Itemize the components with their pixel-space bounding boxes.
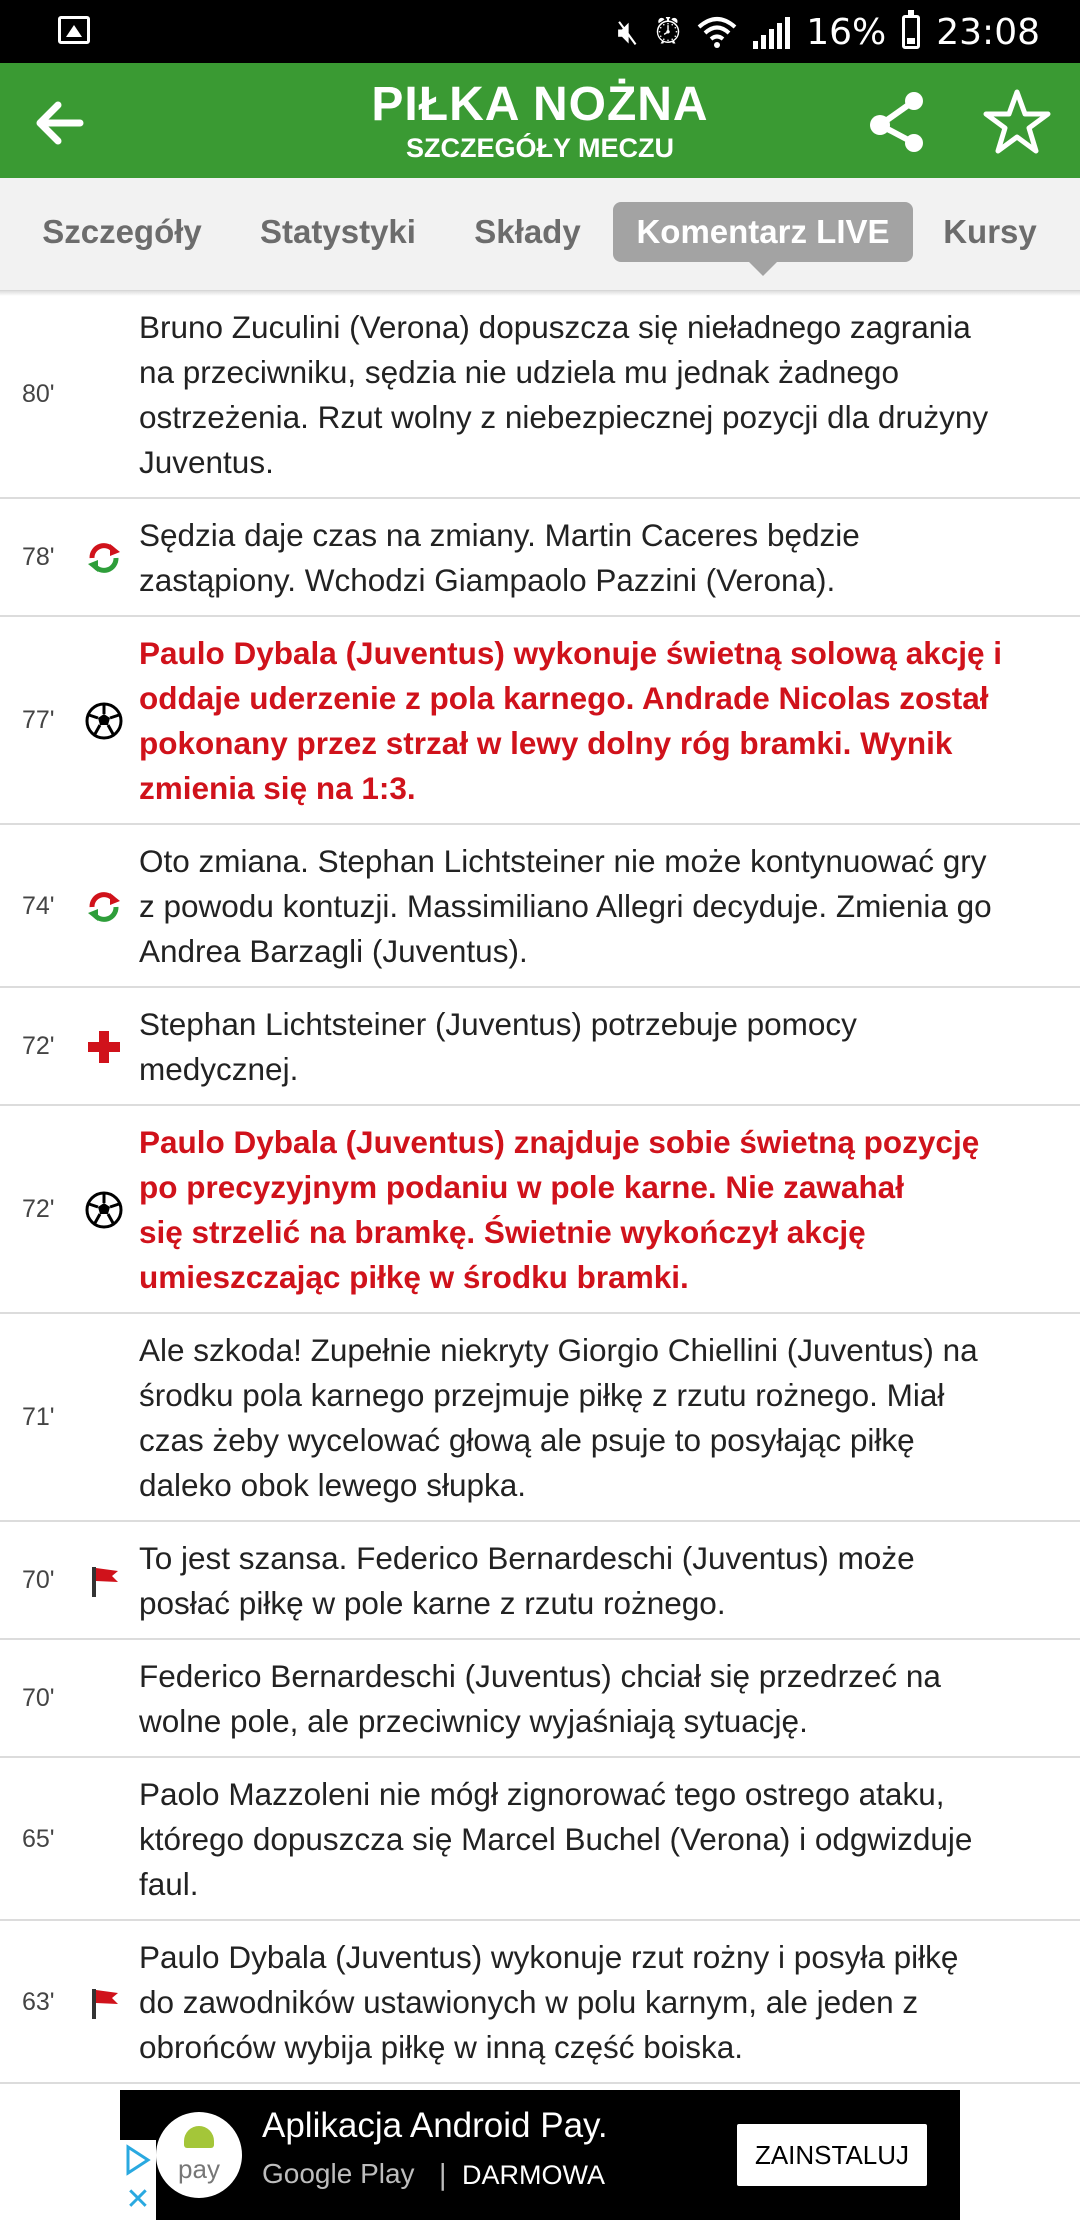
goal-ball-icon (84, 701, 124, 741)
commentary-line: wolne pole, ale przeciwnicy wyjaśniają sytuację. (139, 1703, 808, 1739)
ad-banner[interactable]: pay Aplikacja Android Pay. Google Play | DARMOWA ZAINSTALUJ (120, 2090, 960, 2220)
tab-bar (0, 178, 1080, 291)
minute-label: 65' (22, 1824, 55, 1853)
ad-headline: Aplikacja Android Pay. (262, 2106, 608, 2145)
commentary-line: Andrea Barzagli (Juventus). (139, 933, 528, 969)
commentary-row (0, 825, 1080, 988)
commentary-line: Juventus. (139, 444, 274, 480)
corner-flag-icon (84, 1983, 124, 2023)
minute-label: 80' (22, 380, 55, 408)
commentary-line: na przeciwniku, sędzia nie udziela mu jednak żadnego (139, 354, 899, 390)
tab-lineups[interactable]: Składy (474, 213, 581, 250)
commentary-line: obrońców wybija piłkę w inną część boiska. (139, 2029, 744, 2065)
commentary-row (0, 1758, 1080, 1921)
commentary-row (0, 988, 1080, 1106)
ad-install-button[interactable]: ZAINSTALUJ (737, 2124, 927, 2186)
clock: 23:08 (936, 11, 1040, 53)
signal-icon (753, 15, 790, 49)
adchoices-icon[interactable] (124, 2144, 152, 2176)
commentary-line: Paulo Dybala (Juventus) wykonuje świetną solową akcję i (139, 635, 1003, 671)
status-bar (0, 0, 1080, 63)
commentary-text (139, 1120, 1064, 1300)
commentary-row (0, 499, 1080, 617)
page-title: PIŁKA NOŻNA (371, 78, 709, 131)
commentary-line: Paulo Dybala (Juventus) znajduje sobie świetną pozycję (139, 1124, 980, 1160)
commentary-line: To jest szansa. Federico Bernardeschi (Juventus) może (139, 1540, 915, 1576)
commentary-text (139, 631, 1064, 811)
commentary-line: Ale szkoda! Zupełnie niekryty Giorgio Chiellini (Juventus) na (139, 1332, 978, 1368)
ad-close-icon[interactable]: ✕ (125, 2182, 151, 2217)
commentary-line: zmienia się na 1:3. (139, 770, 416, 806)
commentary-row (0, 1106, 1080, 1314)
ad-price: DARMOWA (462, 2160, 605, 2190)
commentary-line: ostrzeżenia. Rzut wolny z niebezpiecznej pozycji dla drużyny (139, 399, 989, 435)
tab-details[interactable]: Szczegóły (42, 213, 202, 250)
tab-statistics[interactable]: Statystyki (260, 213, 416, 250)
minute-label: 78' (22, 543, 55, 571)
commentary-line: którego dopuszcza się Marcel Buchel (Verona) i odgwizduje (139, 1821, 973, 1857)
commentary-line: Sędzia daje czas na zmiany. Martin Caceres będzie (139, 517, 860, 553)
image-notification-icon (58, 16, 90, 44)
wifi-icon (697, 15, 737, 49)
minute-label: 72' (22, 1032, 55, 1060)
commentary-text (139, 305, 1064, 485)
corner-flag-icon (84, 1561, 124, 1601)
commentary-line: daleko obok lewego słupka. (139, 1467, 527, 1503)
minute-label: 77' (22, 706, 55, 734)
commentary-text (139, 839, 1064, 974)
commentary-line: Stephan Lichtsteiner (Juventus) potrzebuje pomocy (139, 1006, 857, 1042)
commentary-line: Oto zmiana. Stephan Lichtsteiner nie może kontynuować gry (139, 843, 987, 879)
commentary-text (139, 1772, 1064, 1907)
commentary-line: się strzelić na bramkę. Świetnie wykończył akcję (139, 1214, 866, 1250)
minute-label: 74' (22, 891, 55, 920)
commentary-line: posłać piłkę w pole karne z rzutu rożnego. (139, 1585, 726, 1621)
substitution-icon (84, 887, 124, 927)
commentary-line: z powodu kontuzji. Massimiliano Allegri decyduje. Zmienia go (139, 888, 992, 924)
commentary-line: oddaje uderzenie z pola karnego. Andrade Nicolas został (139, 680, 989, 716)
ad-store: Google Play (262, 2158, 415, 2189)
minute-label: 63' (22, 1987, 55, 2016)
minute-label: 71' (22, 1403, 55, 1431)
commentary-line: Federico Bernardeschi (Juventus) chciał się przedrzeć na (139, 1658, 941, 1694)
commentary-line: faul. (139, 1866, 199, 1902)
commentary-line: Paolo Mazzoleni nie mógł zignorować tego ostrego ataku, (139, 1776, 945, 1812)
ad-logo-text: pay (178, 2154, 220, 2184)
commentary-line: Paulo Dybala (Juventus) wykonuje rzut rożny i posyła piłkę (139, 1939, 959, 1975)
commentary-row (0, 291, 1080, 499)
commentary-row (0, 1640, 1080, 1758)
commentary-line: Bruno Zuculini (Verona) dopuszcza się nieładnego zagrania (139, 309, 971, 345)
tab-live-commentary[interactable]: Komentarz LIVE (613, 202, 913, 262)
commentary-line: po precyzyjnym podaniu w pole karne. Nie zawahał (139, 1169, 904, 1205)
minute-label: 70' (22, 1684, 55, 1712)
commentary-line: środku pola karnego przejmuje piłkę z rzutu rożnego. Miał (139, 1377, 945, 1413)
mute-icon: 🔇︎ (617, 12, 639, 52)
minute-label: 72' (22, 1195, 55, 1223)
medical-cross-icon (84, 1027, 124, 1067)
commentary-line: czas żeby wycelować głową ale psuje to posyłając piłkę (139, 1422, 915, 1458)
commentary-line: zastąpiony. Wchodzi Giampaolo Pazzini (Verona). (139, 562, 836, 598)
share-icon[interactable] (866, 89, 930, 153)
ad-choices[interactable] (120, 2140, 156, 2220)
commentary-text (139, 1935, 1064, 2070)
page-subtitle: SZCZEGÓŁY MECZU (405, 133, 674, 163)
commentary-row (0, 1314, 1080, 1522)
android-pay-logo (156, 2112, 242, 2198)
commentary-row (0, 1522, 1080, 1640)
commentary-row (0, 617, 1080, 825)
commentary-line: pokonany przez strzał w lewy dolny róg bramki. Wynik (139, 725, 953, 761)
commentary-text (139, 1536, 1064, 1626)
favorite-star-icon[interactable] (982, 87, 1052, 157)
minute-label: 70' (22, 1566, 55, 1594)
commentary-line: umieszczając piłkę w środku bramki. (139, 1259, 689, 1295)
commentary-text (139, 1654, 1064, 1744)
commentary-text (139, 513, 1064, 603)
commentary-line: do zawodników ustawionych w polu karnym, ale jeden z (139, 1984, 919, 2020)
battery-percent: 16% (806, 11, 887, 53)
alarm-icon: ⏰︎ (654, 12, 682, 52)
goal-ball-icon (84, 1190, 124, 1230)
battery-icon (902, 15, 920, 49)
substitution-icon (84, 538, 124, 578)
commentary-text (139, 1002, 1064, 1092)
commentary-row (0, 1921, 1080, 2084)
commentary-line: medycznej. (139, 1051, 299, 1087)
app-bar (0, 63, 1080, 178)
tab-odds[interactable]: Kursy (943, 213, 1037, 250)
commentary-text (139, 1328, 1064, 1508)
